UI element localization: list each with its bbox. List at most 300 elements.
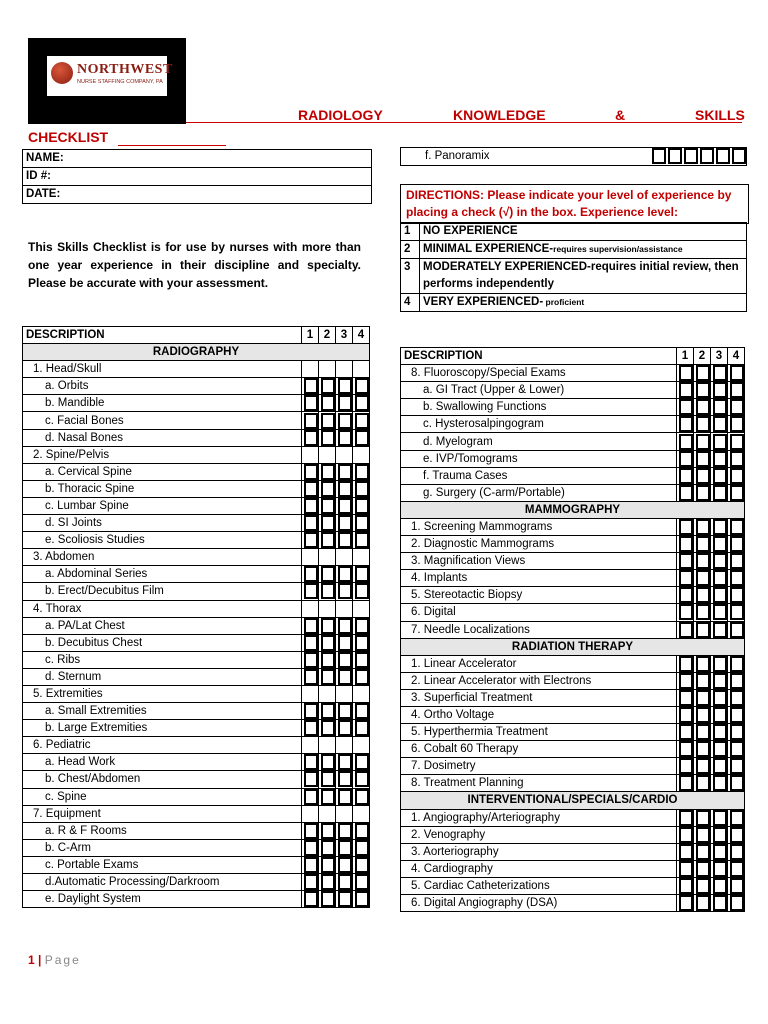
checkbox-cell[interactable] [694, 689, 711, 706]
checkbox[interactable] [321, 823, 335, 839]
checkbox[interactable] [679, 622, 693, 638]
checkbox-cell[interactable] [728, 775, 745, 792]
checkbox[interactable] [304, 652, 318, 668]
checkbox[interactable] [716, 148, 730, 164]
checkbox[interactable] [338, 515, 352, 531]
checkbox[interactable] [355, 789, 369, 805]
checkbox[interactable] [338, 857, 352, 873]
checkbox-cell[interactable] [302, 532, 319, 549]
checkbox[interactable] [696, 536, 710, 552]
checkbox-cell[interactable] [728, 433, 745, 450]
checkbox-cell[interactable] [353, 891, 370, 908]
checkbox-cell[interactable] [711, 758, 728, 775]
checkbox[interactable] [679, 382, 693, 398]
checkbox[interactable] [304, 789, 318, 805]
checkbox[interactable] [338, 823, 352, 839]
checkbox[interactable] [679, 399, 693, 415]
checkbox-cell[interactable] [302, 617, 319, 634]
checkbox[interactable] [696, 775, 710, 791]
checkbox-cell[interactable] [302, 703, 319, 720]
checkbox[interactable] [304, 378, 318, 394]
checkbox-cell[interactable] [336, 395, 353, 412]
checkbox-cell[interactable] [336, 788, 353, 805]
checkbox[interactable] [730, 451, 744, 467]
checkbox-cell[interactable] [694, 672, 711, 689]
checkbox[interactable] [696, 673, 710, 689]
checkbox[interactable] [696, 656, 710, 672]
checkbox-cell[interactable] [694, 877, 711, 894]
checkbox[interactable] [355, 430, 369, 446]
checkbox-cell[interactable] [353, 651, 370, 668]
checkbox-cell[interactable] [677, 433, 694, 450]
checkbox-cell[interactable] [353, 634, 370, 651]
checkbox[interactable] [338, 754, 352, 770]
checkbox-cell[interactable] [728, 553, 745, 570]
checkbox[interactable] [696, 553, 710, 569]
checkbox[interactable] [304, 566, 318, 582]
checkbox[interactable] [730, 758, 744, 774]
checkbox[interactable] [679, 758, 693, 774]
checkbox-cell[interactable] [319, 515, 336, 532]
checkbox[interactable] [679, 844, 693, 860]
checkbox[interactable] [730, 861, 744, 877]
checkbox-cell[interactable] [302, 651, 319, 668]
checkbox[interactable] [730, 827, 744, 843]
checkbox[interactable] [338, 583, 352, 599]
checkbox-cell[interactable] [336, 515, 353, 532]
checkbox[interactable] [730, 604, 744, 620]
checkbox-cell[interactable] [336, 463, 353, 480]
checkbox[interactable] [696, 622, 710, 638]
checkbox[interactable] [338, 464, 352, 480]
checkbox[interactable] [696, 570, 710, 586]
checkbox-cell[interactable] [728, 484, 745, 501]
checkbox[interactable] [696, 451, 710, 467]
checkbox[interactable] [730, 741, 744, 757]
checkbox[interactable] [304, 583, 318, 599]
checkbox[interactable] [321, 652, 335, 668]
checkbox[interactable] [355, 891, 369, 907]
checkbox[interactable] [304, 498, 318, 514]
checkbox[interactable] [730, 724, 744, 740]
checkbox-cell[interactable] [677, 758, 694, 775]
checkbox[interactable] [730, 553, 744, 569]
checkbox[interactable] [679, 416, 693, 432]
checkbox-cell[interactable] [677, 706, 694, 723]
checkbox[interactable] [713, 434, 727, 450]
checkbox[interactable] [696, 895, 710, 911]
checkbox-cell[interactable] [319, 566, 336, 583]
checkbox[interactable] [321, 566, 335, 582]
checkbox-cell[interactable] [711, 399, 728, 416]
checkbox-cell[interactable] [353, 566, 370, 583]
checkbox-cell[interactable] [677, 809, 694, 826]
checkbox[interactable] [355, 413, 369, 429]
checkbox[interactable] [338, 771, 352, 787]
checkbox[interactable] [696, 604, 710, 620]
checkbox[interactable] [321, 413, 335, 429]
checkbox[interactable] [730, 656, 744, 672]
checkbox[interactable] [679, 895, 693, 911]
checkbox-cell[interactable] [677, 484, 694, 501]
checkbox-cell[interactable] [728, 706, 745, 723]
checkbox-cell[interactable] [711, 741, 728, 758]
checkbox[interactable] [679, 741, 693, 757]
checkbox-cell[interactable] [694, 741, 711, 758]
checkbox[interactable] [696, 468, 710, 484]
checkbox[interactable] [321, 464, 335, 480]
checkbox[interactable] [304, 703, 318, 719]
checkbox[interactable] [713, 587, 727, 603]
checkbox[interactable] [355, 823, 369, 839]
checkbox-cell[interactable] [302, 771, 319, 788]
checkbox-cell[interactable] [711, 467, 728, 484]
checkbox[interactable] [355, 874, 369, 890]
checkbox-cell[interactable] [336, 532, 353, 549]
checkbox-cell[interactable] [728, 689, 745, 706]
checkbox-cell[interactable] [677, 399, 694, 416]
checkbox-cell[interactable] [694, 484, 711, 501]
checkbox[interactable] [730, 810, 744, 826]
checkbox-cell[interactable] [353, 771, 370, 788]
checkbox[interactable] [338, 720, 352, 736]
checkbox-cell[interactable] [677, 672, 694, 689]
checkbox-cell[interactable] [336, 720, 353, 737]
checkbox[interactable] [713, 604, 727, 620]
checkbox-cell[interactable] [319, 771, 336, 788]
checkbox-cell[interactable] [677, 604, 694, 621]
checkbox-cell[interactable] [677, 450, 694, 467]
checkbox[interactable] [730, 587, 744, 603]
checkbox[interactable] [321, 618, 335, 634]
checkbox[interactable] [713, 553, 727, 569]
checkbox-cell[interactable] [728, 416, 745, 433]
checkbox[interactable] [730, 622, 744, 638]
checkbox-cell[interactable] [694, 365, 711, 382]
checkbox-cell[interactable] [302, 891, 319, 908]
checkbox-cell[interactable] [319, 839, 336, 856]
checkbox[interactable] [696, 861, 710, 877]
checkbox-cell[interactable] [677, 570, 694, 587]
checkbox-cell[interactable] [677, 724, 694, 741]
checkbox-cell[interactable] [677, 843, 694, 860]
checkbox-cell[interactable] [711, 587, 728, 604]
checkbox[interactable] [713, 707, 727, 723]
checkbox-cell[interactable] [319, 463, 336, 480]
checkbox[interactable] [696, 690, 710, 706]
id-field[interactable]: ID #: [23, 168, 372, 186]
checkbox[interactable] [713, 895, 727, 911]
checkbox-cell[interactable] [677, 587, 694, 604]
checkbox[interactable] [652, 148, 666, 164]
checkbox-cell[interactable] [302, 497, 319, 514]
checkbox-cell[interactable] [353, 617, 370, 634]
checkbox-cell[interactable] [711, 672, 728, 689]
checkbox-cell[interactable] [711, 450, 728, 467]
checkbox-cell[interactable] [694, 587, 711, 604]
checkbox-cell[interactable] [677, 895, 694, 912]
checkbox-cell[interactable] [711, 484, 728, 501]
checkbox[interactable] [321, 378, 335, 394]
checkbox-cell[interactable] [728, 895, 745, 912]
checkbox-cell[interactable] [302, 856, 319, 873]
checkbox[interactable] [730, 468, 744, 484]
checkbox-cell[interactable] [353, 754, 370, 771]
checkbox[interactable] [730, 416, 744, 432]
checkbox-cell[interactable] [319, 497, 336, 514]
checkbox-cell[interactable] [677, 689, 694, 706]
checkbox-cell[interactable] [353, 497, 370, 514]
checkbox[interactable] [696, 519, 710, 535]
checkbox-cell[interactable] [336, 378, 353, 395]
checkbox-cell[interactable] [336, 703, 353, 720]
checkbox[interactable] [713, 827, 727, 843]
checkbox[interactable] [338, 532, 352, 548]
checkbox-cell[interactable] [319, 480, 336, 497]
checkbox[interactable] [321, 874, 335, 890]
checkbox-cell[interactable] [694, 399, 711, 416]
checkbox[interactable] [696, 434, 710, 450]
checkbox-cell[interactable] [728, 672, 745, 689]
checkbox[interactable] [321, 498, 335, 514]
checkbox[interactable] [321, 789, 335, 805]
checkbox-cell[interactable] [711, 860, 728, 877]
checkbox-cell[interactable] [677, 877, 694, 894]
checkbox[interactable] [304, 823, 318, 839]
checkbox[interactable] [321, 720, 335, 736]
checkbox-cell[interactable] [728, 467, 745, 484]
checkbox-cell[interactable] [353, 480, 370, 497]
checkbox-cell[interactable] [336, 839, 353, 856]
checkbox[interactable] [679, 587, 693, 603]
checkbox-cell[interactable] [677, 655, 694, 672]
checkbox[interactable] [696, 382, 710, 398]
checkbox-cell[interactable] [677, 536, 694, 553]
checkbox[interactable] [355, 583, 369, 599]
checkbox-cell[interactable] [302, 634, 319, 651]
name-field[interactable]: NAME: [23, 150, 372, 168]
checkbox-cell[interactable] [677, 775, 694, 792]
checkbox[interactable] [338, 430, 352, 446]
checkbox-cell[interactable] [319, 874, 336, 891]
checkbox-cell[interactable] [711, 724, 728, 741]
checkbox-cell[interactable] [319, 822, 336, 839]
checkbox[interactable] [713, 861, 727, 877]
checkbox-cell[interactable] [302, 720, 319, 737]
checkbox-cell[interactable] [336, 634, 353, 651]
checkbox-cell[interactable] [711, 570, 728, 587]
checkbox[interactable] [730, 536, 744, 552]
checkbox-cell[interactable] [728, 860, 745, 877]
checkbox-cell[interactable] [711, 775, 728, 792]
checkbox[interactable] [321, 395, 335, 411]
checkbox-cell[interactable] [319, 891, 336, 908]
checkbox[interactable] [355, 703, 369, 719]
checkbox-cell[interactable] [302, 822, 319, 839]
checkbox-cell[interactable] [353, 532, 370, 549]
checkbox[interactable] [321, 891, 335, 907]
checkbox-cell[interactable] [728, 382, 745, 399]
checkbox[interactable] [304, 413, 318, 429]
checkbox-cell[interactable] [336, 856, 353, 873]
checkbox-cell[interactable] [728, 843, 745, 860]
checkbox-cell[interactable] [353, 856, 370, 873]
checkbox[interactable] [304, 720, 318, 736]
checkbox[interactable] [696, 365, 710, 381]
checkbox-cell[interactable] [302, 566, 319, 583]
checkbox[interactable] [338, 703, 352, 719]
checkbox[interactable] [321, 515, 335, 531]
checkbox[interactable] [338, 635, 352, 651]
checkbox-cell[interactable] [677, 621, 694, 638]
checkbox[interactable] [355, 754, 369, 770]
checkbox-cell[interactable] [302, 583, 319, 600]
checkbox[interactable] [696, 878, 710, 894]
checkbox[interactable] [713, 741, 727, 757]
checkbox-cell[interactable] [694, 416, 711, 433]
checkbox-cell[interactable] [302, 463, 319, 480]
checkbox-cell[interactable] [711, 689, 728, 706]
checkbox[interactable] [696, 827, 710, 843]
checkbox[interactable] [304, 840, 318, 856]
checkbox-cell[interactable] [728, 758, 745, 775]
checkbox-cell[interactable] [336, 583, 353, 600]
checkbox-cell[interactable] [694, 843, 711, 860]
checkbox[interactable] [355, 515, 369, 531]
checkbox-cell[interactable] [728, 809, 745, 826]
checkbox[interactable] [355, 771, 369, 787]
checkbox[interactable] [338, 669, 352, 685]
checkbox[interactable] [679, 570, 693, 586]
checkbox[interactable] [321, 703, 335, 719]
checkbox[interactable] [321, 771, 335, 787]
checkbox[interactable] [713, 673, 727, 689]
checkbox-cell[interactable] [677, 826, 694, 843]
checkbox-cell[interactable] [319, 703, 336, 720]
checkbox[interactable] [304, 395, 318, 411]
checkbox[interactable] [355, 532, 369, 548]
checkbox-cell[interactable] [336, 566, 353, 583]
checkbox-cell[interactable] [319, 788, 336, 805]
checkbox-cell[interactable] [677, 416, 694, 433]
checkbox[interactable] [713, 810, 727, 826]
checkbox-cell[interactable] [353, 515, 370, 532]
checkbox-cell[interactable] [711, 826, 728, 843]
checkbox-cell[interactable] [302, 378, 319, 395]
checkbox-cell[interactable] [319, 634, 336, 651]
checkbox[interactable] [304, 771, 318, 787]
checkbox-cell[interactable] [353, 429, 370, 446]
checkbox-cell[interactable] [711, 433, 728, 450]
checkbox-cell[interactable] [353, 668, 370, 685]
checkbox[interactable] [321, 754, 335, 770]
checkbox[interactable] [679, 365, 693, 381]
checkbox-cell[interactable] [302, 429, 319, 446]
checkbox[interactable] [679, 775, 693, 791]
checkbox-cell[interactable] [353, 412, 370, 429]
checkbox-cell[interactable] [353, 703, 370, 720]
checkbox-cell[interactable] [319, 532, 336, 549]
checkbox[interactable] [713, 451, 727, 467]
checkbox[interactable] [679, 878, 693, 894]
checkbox[interactable] [679, 690, 693, 706]
checkbox[interactable] [355, 720, 369, 736]
checkbox-cell[interactable] [711, 621, 728, 638]
checkbox[interactable] [679, 810, 693, 826]
checkbox[interactable] [713, 878, 727, 894]
checkbox-cell[interactable] [319, 429, 336, 446]
checkbox[interactable] [679, 707, 693, 723]
checkbox-cell[interactable] [728, 826, 745, 843]
checkbox[interactable] [713, 690, 727, 706]
checkbox[interactable] [304, 635, 318, 651]
checkbox-cell[interactable] [711, 655, 728, 672]
checkbox-cell[interactable] [694, 553, 711, 570]
date-field[interactable]: DATE: [23, 186, 372, 204]
checkbox-cell[interactable] [694, 809, 711, 826]
checkbox[interactable] [304, 618, 318, 634]
checkbox[interactable] [696, 707, 710, 723]
checkbox-cell[interactable] [353, 583, 370, 600]
checkbox-cell[interactable] [336, 668, 353, 685]
checkbox[interactable] [679, 451, 693, 467]
checkbox-cell[interactable] [319, 412, 336, 429]
checkbox[interactable] [713, 468, 727, 484]
checkbox[interactable] [679, 724, 693, 740]
checkbox[interactable] [696, 758, 710, 774]
checkbox[interactable] [696, 399, 710, 415]
checkbox-cell[interactable] [302, 668, 319, 685]
checkbox[interactable] [730, 690, 744, 706]
checkbox[interactable] [304, 481, 318, 497]
checkbox[interactable] [338, 481, 352, 497]
checkbox[interactable] [696, 741, 710, 757]
checkbox-cell[interactable] [336, 822, 353, 839]
checkbox-cell[interactable] [711, 604, 728, 621]
checkbox-cell[interactable] [353, 788, 370, 805]
checkbox[interactable] [713, 485, 727, 501]
checkbox[interactable] [679, 827, 693, 843]
checkbox[interactable] [679, 553, 693, 569]
checkbox-cell[interactable] [336, 480, 353, 497]
checkbox[interactable] [321, 669, 335, 685]
checkbox-cell[interactable] [302, 515, 319, 532]
checkbox[interactable] [338, 618, 352, 634]
checkbox[interactable] [679, 468, 693, 484]
checkbox[interactable] [679, 485, 693, 501]
checkbox[interactable] [355, 395, 369, 411]
checkbox-cell[interactable] [302, 480, 319, 497]
checkbox-cell[interactable] [711, 843, 728, 860]
checkbox-cell[interactable] [694, 655, 711, 672]
checkbox[interactable] [338, 498, 352, 514]
checkbox[interactable] [304, 857, 318, 873]
checkbox[interactable] [668, 148, 682, 164]
checkbox-cell[interactable] [728, 604, 745, 621]
checkbox[interactable] [696, 810, 710, 826]
checkbox-cell[interactable] [336, 497, 353, 514]
checkbox-cell[interactable] [353, 720, 370, 737]
checkbox-cell[interactable] [694, 706, 711, 723]
checkbox-cell[interactable] [319, 378, 336, 395]
checkbox-cell[interactable] [694, 860, 711, 877]
checkbox-cell[interactable] [728, 570, 745, 587]
checkbox[interactable] [304, 515, 318, 531]
checkbox[interactable] [730, 434, 744, 450]
checkbox[interactable] [321, 532, 335, 548]
checkbox-cell[interactable] [353, 822, 370, 839]
checkbox[interactable] [730, 673, 744, 689]
